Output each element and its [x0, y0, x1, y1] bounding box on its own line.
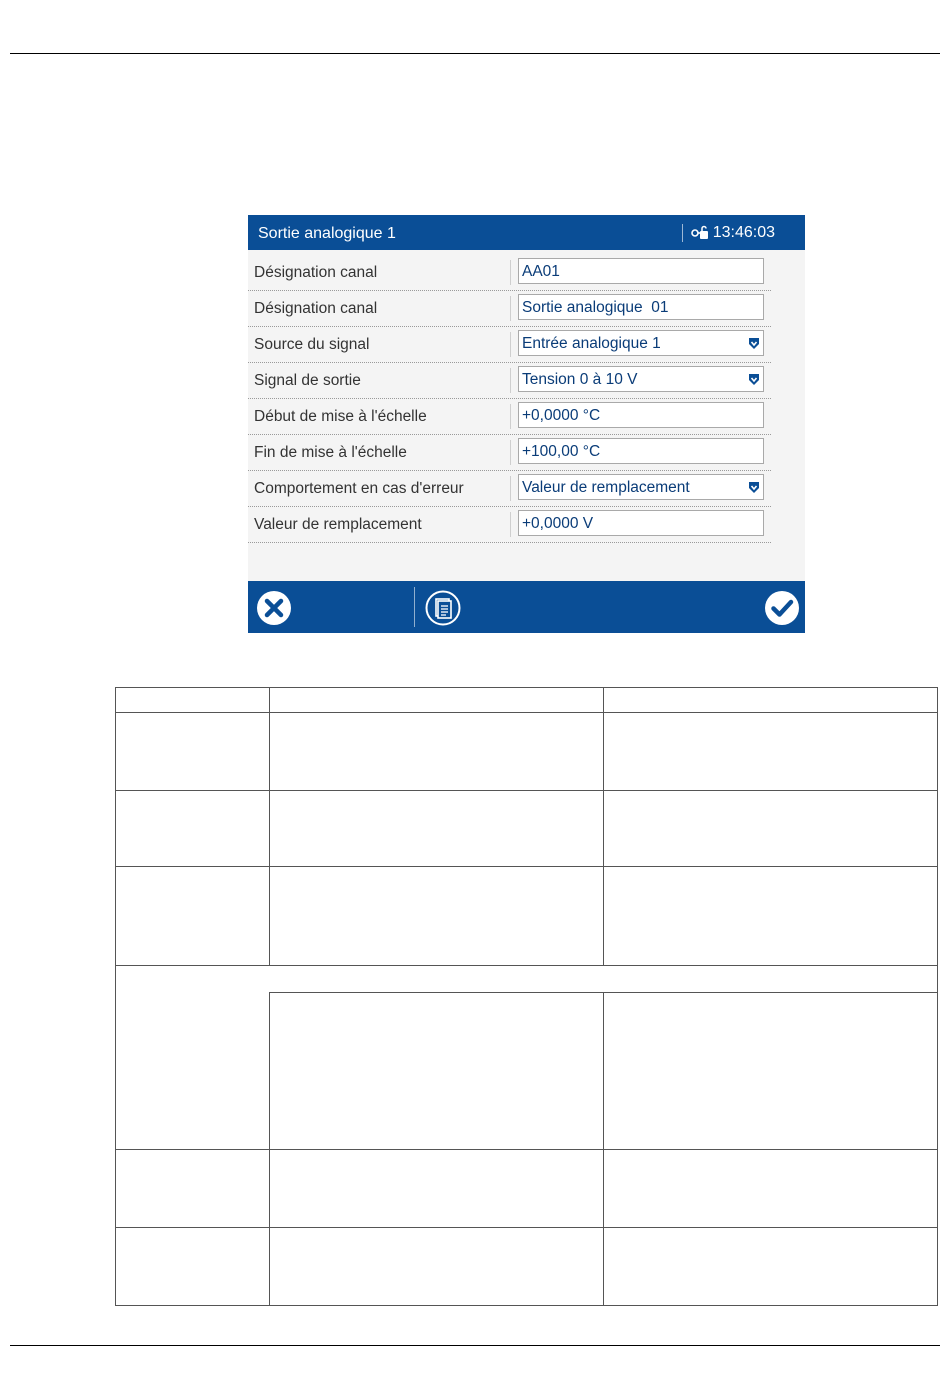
- page-title: Sortie analogique 1: [258, 225, 396, 242]
- parameter-row: [248, 435, 771, 471]
- parameter-label: Désignation canal: [254, 300, 378, 317]
- row-divider: [115, 712, 938, 713]
- header-rule: [10, 53, 940, 54]
- documentation-table: [115, 687, 938, 1306]
- parameter-value: Valeur de remplacement: [522, 479, 690, 496]
- dropdown-arrow-icon[interactable]: [748, 373, 760, 386]
- footer-separator: [414, 587, 415, 627]
- table-border: [937, 687, 938, 1306]
- row-divider: [510, 440, 511, 465]
- parameter-input[interactable]: [518, 294, 764, 320]
- parameter-row: [248, 507, 771, 543]
- title-bar: [248, 215, 805, 250]
- parameter-value: +0,0000 V: [522, 515, 594, 532]
- parameter-label: Désignation canal: [254, 264, 378, 281]
- device-screen: [248, 215, 805, 633]
- footer-bar: [248, 581, 805, 633]
- parameter-row: [248, 471, 771, 507]
- parameter-value: +100,00 °C: [522, 443, 601, 460]
- parameter-row: [248, 399, 771, 435]
- parameter-row: [248, 255, 771, 291]
- column-divider: [269, 687, 270, 966]
- parameter-label: Comportement en cas d'erreur: [254, 480, 464, 497]
- parameter-dropdown[interactable]: [518, 474, 764, 500]
- parameter-row: [248, 291, 771, 327]
- row-divider: [269, 992, 938, 993]
- row-divider: [510, 476, 511, 501]
- confirm-check-icon[interactable]: [764, 590, 800, 626]
- table-border: [115, 687, 938, 688]
- cancel-icon[interactable]: [256, 590, 292, 626]
- parameter-input[interactable]: [518, 258, 764, 284]
- parameter-label: Début de mise à l'échelle: [254, 408, 427, 425]
- parameter-label: Valeur de remplacement: [254, 516, 422, 533]
- row-divider: [115, 866, 938, 867]
- table-border: [115, 687, 116, 1306]
- document-list-icon[interactable]: [425, 590, 461, 626]
- row-divider: [510, 404, 511, 429]
- parameter-value: Tension 0 à 10 V: [522, 371, 638, 388]
- column-divider: [603, 687, 604, 966]
- parameter-row: [248, 363, 771, 399]
- parameter-input[interactable]: [518, 510, 764, 536]
- footer-rule: [10, 1345, 940, 1346]
- parameter-input[interactable]: [518, 402, 764, 428]
- row-divider: [510, 368, 511, 393]
- parameter-dropdown[interactable]: [518, 330, 764, 356]
- dropdown-arrow-icon[interactable]: [748, 481, 760, 494]
- parameter-value: +0,0000 °C: [522, 407, 601, 424]
- parameter-list: [248, 255, 771, 543]
- row-divider: [115, 1149, 938, 1150]
- parameter-value: Entrée analogique 1: [522, 335, 661, 352]
- row-divider: [510, 512, 511, 537]
- parameter-label: Fin de mise à l'échelle: [254, 444, 407, 461]
- lock-icon: [691, 225, 709, 241]
- parameter-value: AA01: [522, 263, 560, 280]
- parameter-label: Signal de sortie: [254, 372, 361, 389]
- row-divider: [510, 260, 511, 285]
- row-divider: [510, 296, 511, 321]
- status-area: [691, 224, 775, 242]
- parameter-input[interactable]: [518, 438, 764, 464]
- clock: 13:46:03: [712, 224, 775, 241]
- title-separator: [682, 224, 683, 242]
- parameter-dropdown[interactable]: [518, 366, 764, 392]
- parameter-label: Source du signal: [254, 336, 370, 353]
- dropdown-arrow-icon[interactable]: [748, 337, 760, 350]
- row-divider: [115, 790, 938, 791]
- parameter-value: Sortie analogique 01: [522, 299, 669, 316]
- row-divider: [115, 1227, 938, 1228]
- row-divider: [115, 965, 938, 966]
- parameter-row: [248, 327, 771, 363]
- row-divider: [510, 332, 511, 357]
- table-border: [115, 1305, 938, 1306]
